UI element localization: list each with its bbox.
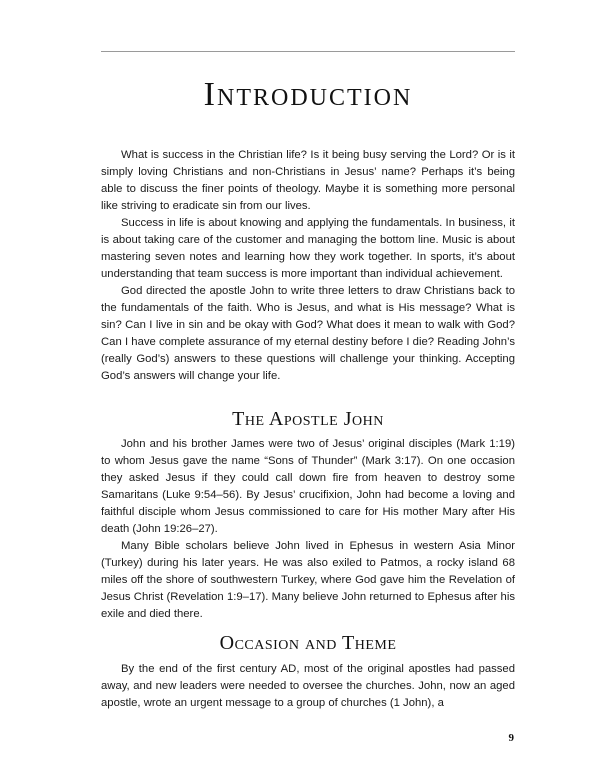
occasion-paragraph-1: By the end of the first century AD, most of the original apostles had passed away, and new leaders were needed to oversee the churches. John, now an aged apostle, wrote an urgent message to a group of churches (1 John), a (101, 663, 515, 709)
chapter-title: Introduction (203, 76, 413, 113)
apostle-section-body (101, 436, 515, 623)
section-heading-occasion-theme: Occasion and Theme (219, 632, 397, 654)
intro-paragraph-1: What is success in the Christian life? Is it being busy serving the Lord? Or is it simply loving Christians and non-Christians in Jesus’ name? Perhaps it’s being able to discuss the finer points of theology. Maybe it is something more personal like striving to eradicate sin from our lives. (101, 149, 515, 212)
apostle-paragraph-2: Many Bible scholars believe John lived in Ephesus in western Asia Minor (Turkey) during his later years. He was also exiled to Patmos, a rocky island 68 miles off the shore of southwestern Turkey, where God gave him the Revelation of Jesus Christ (Revelation 1:9–17). Many believe John returned to Ephesus after his exile and died there. (101, 540, 515, 620)
intro-paragraph-3: God directed the apostle John to write three letters to draw Christians back to the fundamentals of the faith. Who is Jesus, and what is His message? What is sin? Can I live in sin and be okay with God? What does it mean to walk with God? Can I have complete assurance of my eternal destiny before I die? Reading John’s (really God’s) answers to these questions will challenge your thinking. Accepting God’s answers will change your life. (101, 285, 515, 382)
page-number: 9 (508, 732, 514, 744)
intro-paragraph-2: Success in life is about knowing and applying the fundamentals. In business, it is about taking care of the customer and managing the bottom line. Music is about mastering seven notes and learning how they work together. In sports, it’s about understanding that team success is more important than individual achievement. (101, 217, 515, 280)
intro-body (101, 147, 515, 385)
apostle-paragraph-1: John and his brother James were two of Jesus’ original disciples (Mark 1:19) to whom Jesus gave the name “Sons of Thunder” (Mark 3:17). On one occasion they asked Jesus if they could call down fire from heaven to destroy some Samaritans (Luke 9:54–56). By Jesus’ crucifixion, John had become a loving and faithful disciple whom Jesus commissioned to care for His mother Mary after His death (John 19:26–27). (101, 438, 515, 535)
header-rule (101, 51, 515, 52)
section-heading-apostle-john: The Apostle John (232, 408, 384, 430)
occasion-section-body (101, 661, 515, 712)
